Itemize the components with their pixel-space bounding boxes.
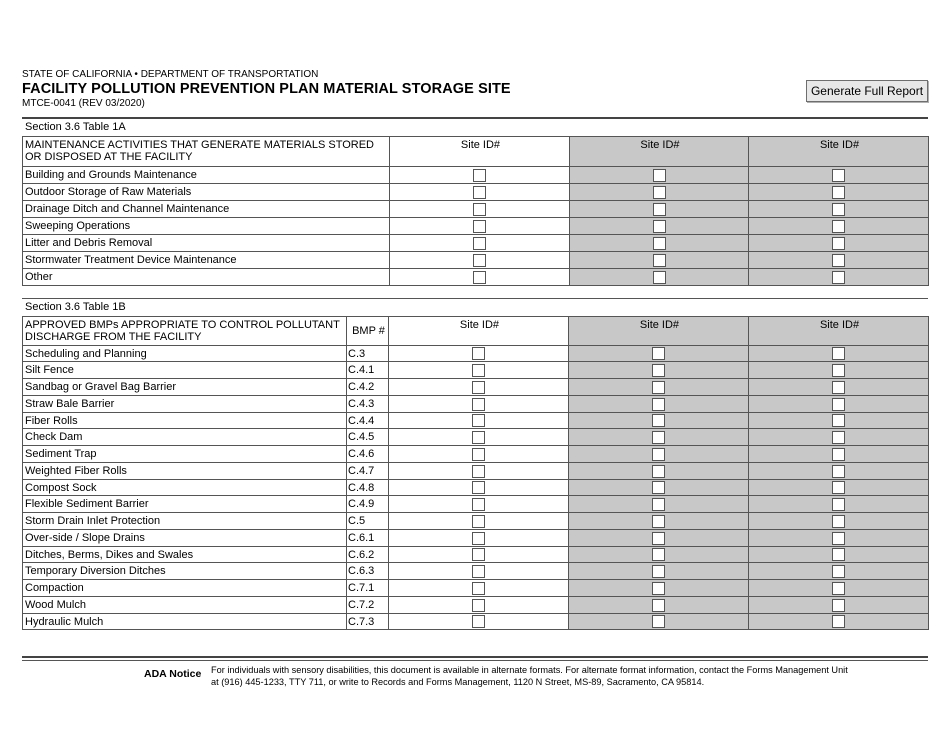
site-cell-3: [749, 268, 929, 285]
ada-notice-text: For individuals with sensory disabilities, this document is available in alternate formats. For alternate format information, contact the Forms Management Unit at (916) 445-1233, TTY 711, or write to Records and Forms Management, 1120 N Street, MS-89, Sacramento, CA 95814.: [211, 665, 848, 687]
table-row: [23, 546, 929, 563]
site-checkbox[interactable]: [832, 532, 845, 545]
site-cell-3: [749, 345, 929, 362]
table-row: [23, 345, 929, 362]
site-checkbox[interactable]: [652, 364, 665, 377]
site-checkbox[interactable]: [832, 615, 845, 628]
bmp-name: Hydraulic Mulch: [23, 613, 347, 630]
site-cell-1: [389, 345, 569, 362]
site-cell-3: [749, 412, 929, 429]
site-checkbox[interactable]: [653, 254, 666, 267]
bmp-name: Compost Sock: [23, 479, 347, 496]
bmp-name: Temporary Diversion Ditches: [23, 563, 347, 580]
site-checkbox[interactable]: [652, 465, 665, 478]
site-cell-1: [389, 462, 569, 479]
bmp-number: C.4.9: [347, 496, 389, 513]
site-cell-1: [389, 563, 569, 580]
site-cell-3: [749, 166, 929, 183]
site-checkbox[interactable]: [652, 347, 665, 360]
bmp-name: Silt Fence: [23, 362, 347, 379]
column-header-bmps: APPROVED BMPs APPROPRIATE TO CONTROL POLLUTANT DISCHARGE FROM THE FACILITY: [23, 316, 347, 345]
site-cell-1: [389, 580, 569, 597]
site-cell-1: [389, 429, 569, 446]
site-cell-3: [749, 462, 929, 479]
site-checkbox[interactable]: [472, 599, 485, 612]
site-checkbox[interactable]: [472, 548, 485, 561]
activity-label: Stormwater Treatment Device Maintenance: [23, 251, 390, 268]
site-checkbox[interactable]: [832, 254, 845, 267]
table-1a: [22, 119, 929, 286]
site-checkbox[interactable]: [832, 498, 845, 511]
site-cell-3: [749, 529, 929, 546]
site-cell-2: [569, 513, 749, 530]
site-cell-1: [389, 412, 569, 429]
site-checkbox[interactable]: [472, 498, 485, 511]
site-checkbox[interactable]: [832, 548, 845, 561]
bmp-number: C.4.4: [347, 412, 389, 429]
bmp-number: C.3: [347, 345, 389, 362]
site-cell-2: [569, 379, 749, 396]
bmp-number: C.4.6: [347, 446, 389, 463]
bmp-name: Flexible Sediment Barrier: [23, 496, 347, 513]
site-cell-2: [569, 563, 749, 580]
site-checkbox[interactable]: [653, 271, 666, 284]
site-cell-1: [389, 395, 569, 412]
site-cell-2: [570, 251, 749, 268]
site-checkbox[interactable]: [652, 431, 665, 444]
site-checkbox[interactable]: [472, 515, 485, 528]
site-cell-1: [389, 379, 569, 396]
site-checkbox[interactable]: [832, 237, 845, 250]
site-checkbox[interactable]: [472, 431, 485, 444]
bmp-number: C.4.2: [347, 379, 389, 396]
bmp-name: Ditches, Berms, Dikes and Swales: [23, 546, 347, 563]
bmp-name: Straw Bale Barrier: [23, 395, 347, 412]
table-row: [23, 429, 929, 446]
site-cell-3: [749, 563, 929, 580]
table-row: [23, 613, 929, 630]
site-cell-3: [749, 513, 929, 530]
site-cell-1: [389, 513, 569, 530]
table-row: [23, 462, 929, 479]
table-row: [23, 200, 929, 217]
site-cell-3: [749, 429, 929, 446]
column-header-bmp-number: BMP #: [347, 316, 389, 345]
column-header-site-id-3: Site ID#: [749, 316, 929, 345]
site-cell-2: [570, 234, 749, 251]
site-cell-3: [749, 183, 929, 200]
site-cell-3: [749, 580, 929, 597]
ada-notice-label: ADA Notice: [144, 668, 202, 680]
site-cell-2: [569, 496, 749, 513]
site-checkbox[interactable]: [473, 237, 486, 250]
site-checkbox[interactable]: [653, 220, 666, 233]
table-row: [23, 513, 929, 530]
site-cell-3: [749, 596, 929, 613]
table-row: [23, 234, 929, 251]
site-checkbox[interactable]: [473, 271, 486, 284]
table-row: [23, 529, 929, 546]
site-cell-1: [390, 251, 570, 268]
site-checkbox[interactable]: [832, 203, 845, 216]
table-row: [23, 563, 929, 580]
site-checkbox[interactable]: [472, 364, 485, 377]
site-cell-1: [389, 613, 569, 630]
site-cell-3: [749, 496, 929, 513]
site-cell-1: [390, 166, 570, 183]
site-cell-1: [389, 596, 569, 613]
footer-divider: [22, 656, 928, 658]
site-cell-3: [749, 446, 929, 463]
site-checkbox[interactable]: [473, 220, 486, 233]
site-checkbox[interactable]: [832, 599, 845, 612]
site-cell-1: [390, 183, 570, 200]
site-checkbox[interactable]: [473, 169, 486, 182]
site-checkbox[interactable]: [832, 515, 845, 528]
bmp-number: C.7.2: [347, 596, 389, 613]
site-checkbox[interactable]: [832, 364, 845, 377]
site-cell-2: [569, 462, 749, 479]
site-cell-1: [389, 362, 569, 379]
bmp-number: C.5: [347, 513, 389, 530]
site-checkbox[interactable]: [472, 381, 485, 394]
site-checkbox[interactable]: [653, 237, 666, 250]
site-cell-3: [749, 395, 929, 412]
site-checkbox[interactable]: [832, 582, 845, 595]
site-cell-1: [390, 217, 570, 234]
bmp-name: Sediment Trap: [23, 446, 347, 463]
table-row: [23, 217, 929, 234]
site-checkbox[interactable]: [832, 220, 845, 233]
bmp-number: C.4.3: [347, 395, 389, 412]
table-1b: [22, 299, 929, 630]
site-checkbox[interactable]: [653, 169, 666, 182]
site-checkbox[interactable]: [832, 398, 845, 411]
footer-divider-thin: [22, 660, 928, 661]
site-cell-2: [569, 580, 749, 597]
site-checkbox[interactable]: [472, 465, 485, 478]
site-checkbox[interactable]: [652, 448, 665, 461]
section-label-1b: Section 3.6 Table 1B: [23, 299, 929, 316]
site-checkbox[interactable]: [472, 414, 485, 427]
site-checkbox[interactable]: [832, 169, 845, 182]
form-header: [22, 69, 511, 111]
site-cell-2: [570, 183, 749, 200]
bmp-number: C.6.1: [347, 529, 389, 546]
site-cell-2: [569, 613, 749, 630]
site-cell-3: [749, 200, 929, 217]
site-cell-3: [749, 613, 929, 630]
site-checkbox[interactable]: [652, 381, 665, 394]
page-title: FACILITY POLLUTION PREVENTION PLAN MATERIAL STORAGE SITE: [22, 81, 511, 97]
bmp-name: Over-side / Slope Drains: [23, 529, 347, 546]
site-checkbox[interactable]: [473, 254, 486, 267]
site-checkbox[interactable]: [832, 565, 845, 578]
site-checkbox[interactable]: [652, 515, 665, 528]
site-checkbox[interactable]: [472, 398, 485, 411]
site-cell-1: [389, 496, 569, 513]
column-header-site-id-3: Site ID#: [749, 136, 929, 166]
site-cell-2: [570, 200, 749, 217]
site-cell-2: [570, 166, 749, 183]
table-row: [23, 362, 929, 379]
table-row: [23, 183, 929, 200]
table-row: [23, 479, 929, 496]
site-cell-2: [569, 345, 749, 362]
site-cell-3: [749, 251, 929, 268]
activity-label: Drainage Ditch and Channel Maintenance: [23, 200, 390, 217]
activity-label: Other: [23, 268, 390, 285]
activity-label: Litter and Debris Removal: [23, 234, 390, 251]
table-row: [23, 446, 929, 463]
site-checkbox[interactable]: [473, 186, 486, 199]
site-checkbox[interactable]: [472, 565, 485, 578]
site-cell-3: [749, 217, 929, 234]
site-cell-1: [389, 446, 569, 463]
generate-full-report-button[interactable]: Generate Full Report: [806, 80, 928, 102]
agency-name: STATE OF CALIFORNIA • DEPARTMENT OF TRANSPORTATION: [22, 69, 319, 80]
activity-label: Building and Grounds Maintenance: [23, 166, 390, 183]
site-cell-1: [390, 268, 570, 285]
column-header-site-id-2: Site ID#: [570, 136, 749, 166]
bmp-name: Sandbag or Gravel Bag Barrier: [23, 379, 347, 396]
site-cell-1: [389, 479, 569, 496]
site-checkbox[interactable]: [832, 465, 845, 478]
site-checkbox[interactable]: [472, 481, 485, 494]
site-cell-1: [390, 234, 570, 251]
site-checkbox[interactable]: [472, 448, 485, 461]
activity-label: Outdoor Storage of Raw Materials: [23, 183, 390, 200]
bmp-name: Weighted Fiber Rolls: [23, 462, 347, 479]
site-cell-3: [749, 479, 929, 496]
site-checkbox[interactable]: [652, 565, 665, 578]
bmp-name: Compaction: [23, 580, 347, 597]
site-checkbox[interactable]: [832, 431, 845, 444]
bmp-number: C.7.3: [347, 613, 389, 630]
column-header-site-id-2: Site ID#: [569, 316, 749, 345]
bmp-name: Wood Mulch: [23, 596, 347, 613]
site-cell-2: [569, 429, 749, 446]
site-checkbox[interactable]: [832, 448, 845, 461]
site-checkbox[interactable]: [472, 582, 485, 595]
table-row: [23, 580, 929, 597]
site-cell-2: [569, 529, 749, 546]
site-checkbox[interactable]: [652, 414, 665, 427]
site-checkbox[interactable]: [653, 203, 666, 216]
table-row: [23, 412, 929, 429]
site-cell-2: [569, 395, 749, 412]
site-checkbox[interactable]: [832, 271, 845, 284]
site-checkbox[interactable]: [472, 532, 485, 545]
bmp-name: Fiber Rolls: [23, 412, 347, 429]
site-checkbox[interactable]: [472, 615, 485, 628]
site-checkbox[interactable]: [832, 186, 845, 199]
bmp-name: Storm Drain Inlet Protection: [23, 513, 347, 530]
site-checkbox[interactable]: [652, 599, 665, 612]
table-row: [23, 251, 929, 268]
activity-label: Sweeping Operations: [23, 217, 390, 234]
site-cell-2: [569, 596, 749, 613]
bmp-number: C.6.2: [347, 546, 389, 563]
site-checkbox[interactable]: [652, 498, 665, 511]
site-checkbox[interactable]: [832, 414, 845, 427]
site-checkbox[interactable]: [832, 481, 845, 494]
site-cell-1: [389, 529, 569, 546]
site-checkbox[interactable]: [652, 548, 665, 561]
bmp-number: C.4.7: [347, 462, 389, 479]
site-cell-1: [389, 546, 569, 563]
site-checkbox[interactable]: [652, 532, 665, 545]
column-header-site-id-1: Site ID#: [390, 136, 570, 166]
site-checkbox[interactable]: [473, 203, 486, 216]
site-checkbox[interactable]: [832, 381, 845, 394]
bmp-number: C.4.1: [347, 362, 389, 379]
site-checkbox[interactable]: [652, 481, 665, 494]
bmp-name: Scheduling and Planning: [23, 345, 347, 362]
bmp-number: C.7.1: [347, 580, 389, 597]
table-row: [23, 379, 929, 396]
site-checkbox[interactable]: [652, 615, 665, 628]
table-row: [23, 596, 929, 613]
site-cell-1: [390, 200, 570, 217]
bmp-number: C.4.5: [347, 429, 389, 446]
section-label-1a: Section 3.6 Table 1A: [23, 119, 929, 136]
site-cell-3: [749, 546, 929, 563]
table-row: [23, 496, 929, 513]
column-header-activities: MAINTENANCE ACTIVITIES THAT GENERATE MATERIALS STORED OR DISPOSED AT THE FACILITY: [23, 136, 390, 166]
site-checkbox[interactable]: [472, 347, 485, 360]
site-cell-2: [569, 362, 749, 379]
site-cell-2: [569, 546, 749, 563]
table-row: [23, 166, 929, 183]
site-checkbox[interactable]: [652, 398, 665, 411]
site-cell-3: [749, 379, 929, 396]
form-number: MTCE-0041 (REV 03/2020): [22, 98, 145, 109]
table-row: [23, 395, 929, 412]
site-cell-2: [569, 446, 749, 463]
table-row: [23, 268, 929, 285]
site-checkbox[interactable]: [652, 582, 665, 595]
bmp-number: C.4.8: [347, 479, 389, 496]
column-header-site-id-1: Site ID#: [389, 316, 569, 345]
site-checkbox[interactable]: [653, 186, 666, 199]
site-cell-3: [749, 362, 929, 379]
site-checkbox[interactable]: [832, 347, 845, 360]
site-cell-3: [749, 234, 929, 251]
site-cell-2: [570, 217, 749, 234]
site-cell-2: [570, 268, 749, 285]
bmp-name: Check Dam: [23, 429, 347, 446]
site-cell-2: [569, 412, 749, 429]
bmp-number: C.6.3: [347, 563, 389, 580]
site-cell-2: [569, 479, 749, 496]
